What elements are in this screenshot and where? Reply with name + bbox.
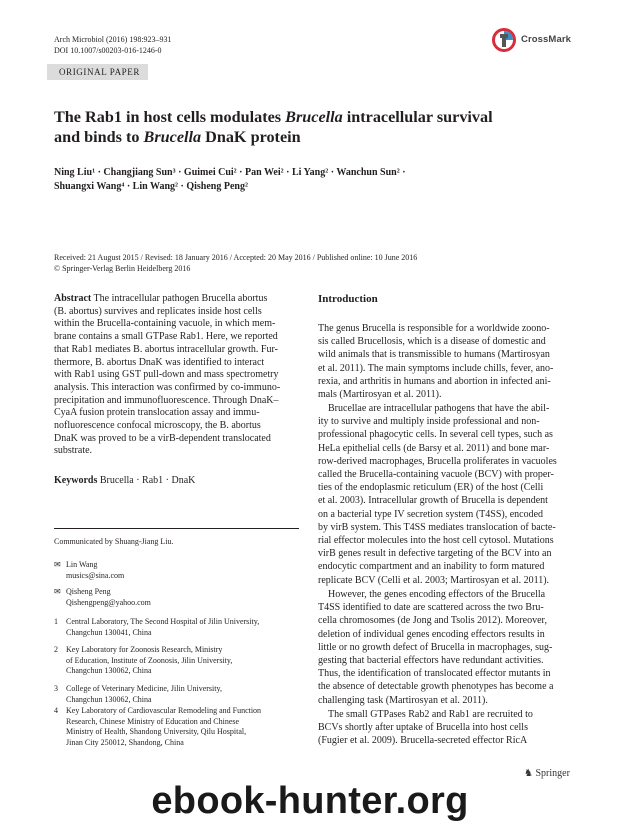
text-line: sis called Brucellosis, which is a disease of domestic and [318, 336, 546, 348]
abstract-line: within the Brucella-containing vacuole, in which mem- [54, 318, 276, 330]
text-line: endocytic compartment and an inability to form matured [318, 561, 545, 573]
author-line: Shuangxi Wang⁴ · Lin Wang² · Qisheng Peng² [54, 181, 248, 192]
keywords-label: Keywords [54, 475, 98, 486]
crossmark-badge[interactable] [491, 27, 577, 53]
envelope-icon: ✉ [54, 587, 61, 596]
footnote-divider [54, 528, 299, 529]
abstract-line: The intracellular pathogen Brucella abortus [91, 293, 268, 304]
text-line: rial effector molecules into the host cell cytosol. Mutations [318, 535, 554, 547]
affiliation-number: 2 [54, 645, 58, 654]
text-line: (Fugier et al. 2009). Brucella-secreted effector RicA [318, 735, 528, 747]
intro-paragraph [318, 322, 566, 401]
title-text: intracellular survival [342, 108, 493, 126]
envelope-icon: ✉ [54, 560, 61, 569]
affiliation [54, 617, 299, 639]
paper-type-label: ORIGINAL PAPER [47, 64, 148, 80]
abstract-line: DnaK was proved to be a virB-dependent translocated [54, 432, 271, 444]
communicated-by: Communicated by Shuang-Jiang Liu. [54, 537, 174, 546]
affiliation-number: 3 [54, 684, 58, 693]
text-line: professional phagocytic cells. In several cell types, such as [318, 429, 553, 441]
affiliation-line: of Education, Institute of Zoonosis, Jilin University, [66, 655, 233, 665]
intro-paragraph [318, 708, 566, 748]
text-line: ity to survive and multiply inside professional and non- [318, 416, 540, 428]
affiliation-line: Changchun 130062, China [66, 694, 152, 704]
abstract-line: with Rab1 using GST pull-down and mass spectrometry [54, 369, 279, 381]
title-text: and binds to [54, 127, 144, 146]
text-line: However, the genes encoding effectors of the Brucella [328, 589, 546, 600]
text-line: et al. 2003). Intracellular growth of Brucella is dependent [318, 495, 548, 507]
contact-name: Qisheng Peng [66, 587, 111, 596]
affiliation-line: College of Veterinary Medicine, Jilin University, [66, 684, 222, 693]
author-list [54, 166, 514, 194]
springer-horse-icon: ♞ [524, 768, 536, 779]
abstract-line: precipitation and immunofluorescence. Through DnaK– [54, 394, 279, 406]
text-line: ties of the endoplasmic reticulum (ER) of the host (Celli [318, 482, 544, 494]
crossmark-icon [491, 27, 517, 53]
text-line: gesting that bacterial effectors have redundant activities. [318, 655, 544, 667]
text-line: BCVs shortly after uptake of Brucella into host cells [318, 722, 528, 734]
affiliation-line: Key Laboratory for Zoonosis Research, Ministry [66, 645, 223, 654]
contact-email[interactable]: musics@sina.com [66, 570, 125, 580]
text-line: mals (Martirosyan et al. 2011). [318, 389, 442, 401]
text-line: replicate BCV (Celli et al. 2003; Martirosyan et al. 2011). [318, 574, 550, 586]
abstract-line: analysis. This interaction was confirmed by co-immuno- [54, 381, 281, 393]
contact-entry [54, 560, 299, 582]
text-line: HeLa epithelial cells (de Barsy et al. 2011) and bone mar- [318, 442, 550, 454]
copyright: © Springer-Verlag Berlin Heidelberg 2016 [54, 264, 191, 273]
abstract [54, 293, 299, 458]
text-line: T4SS identified to date are scattered across the two Bru- [318, 602, 544, 614]
abstract-line: nofluorescence confocal microscopy, the B. abortus [54, 420, 261, 432]
affiliation-line: Research, Chinese Ministry of Education and Chinese [66, 716, 240, 726]
text-line: Thus, the identification of translocated effector mutants in [318, 668, 551, 680]
title-text: DnaK protein [201, 127, 301, 146]
crossmark-label: CrossMark [521, 34, 572, 45]
affiliation-line: Jinan City 250012, Shandong, China [66, 737, 184, 747]
contact-entry [54, 587, 299, 609]
text-line: by virB system. This T4SS mediates translocation of bacte- [318, 521, 556, 533]
doi[interactable]: DOI 10.1007/s00203-016-1246-0 [54, 46, 162, 55]
abstract-line: thermore, B. abortus DnaK was identified to interact [54, 356, 265, 368]
abstract-line: substrate. [54, 445, 93, 457]
author-line: Ning Liu¹ · Changjiang Sun³ · Guimei Cui² · Pan Wei² · Li Yang² · Wanchun Sun² · [54, 167, 406, 178]
contact-email[interactable]: Qishengpeng@yahoo.com [66, 597, 151, 607]
affiliation-number: 1 [54, 617, 58, 626]
text-line: row-derived macrophages, Brucella proliferates in vacuoles [318, 455, 557, 467]
text-line: wild animals that is transmissible to humans (Martirosyan [318, 349, 550, 361]
affiliation [54, 684, 299, 706]
text-line: rexia, and arthritis in humans and abortion in infected ani- [318, 375, 551, 387]
affiliation [54, 706, 299, 750]
text-line: little or no growth defect of Brucella in macrophages, sug- [318, 641, 553, 653]
history-dates: Received: 21 August 2015 / Revised: 18 January 2016 / Accepted: 20 May 2016 / Published online: 10 June 2016 [54, 253, 418, 262]
abstract-line: CyaA fusion protein translocation assay and immu- [54, 407, 260, 419]
contact-name: Lin Wang [66, 560, 98, 569]
affiliation-number: 4 [54, 706, 58, 715]
abstract-line: brane contains a small GTPase Rab1. Here, we reported [54, 331, 278, 343]
title-genus: Brucella [285, 108, 343, 126]
text-line: The genus Brucella is responsible for a worldwide zoono- [318, 323, 550, 334]
text-line: et al. 2011). The main symptoms include chills, fever, ano- [318, 362, 554, 374]
intro-paragraph [318, 402, 566, 587]
affiliation-line: Key Laboratory of Cardiovascular Remodeling and Function [66, 706, 262, 715]
text-line: called the Brucella-containing vacuole (BCV) with proper- [318, 469, 554, 481]
text-line: The small GTPases Rab2 and Rab1 are recruited to [328, 709, 533, 720]
text-line: cella chromosomes (de Jong and Tsolis 2012). Moreover, [318, 615, 547, 627]
text-line: on a bacterial type IV secretion system (T4SS), encoded [318, 508, 544, 520]
article-title [54, 108, 534, 147]
keywords-text: Brucella · Rab1 · DnaK [97, 475, 196, 486]
abstract-line: that Rab1 mediates B. abortus intracellular growth. Fur- [54, 343, 278, 355]
text-line: the absence of detectable growth phenotypes has become a [318, 681, 554, 693]
publisher-logo [524, 768, 570, 779]
text-line: Brucellae are intracellular pathogens that have the abil- [328, 403, 550, 414]
text-line: virB genes result in defective targeting of the BCV into an [318, 548, 552, 560]
affiliation [54, 645, 299, 677]
abstract-label: Abstract [54, 293, 92, 304]
keywords [54, 475, 299, 486]
section-heading-introduction: Introduction [318, 293, 378, 305]
title-text: The Rab1 in host cells modulates [54, 108, 286, 126]
affiliation-line: Changchun 130062, China [66, 666, 152, 675]
affiliation-line: Ministry of Health, Shandong University, Qilu Hospital, [66, 727, 247, 736]
article-history [54, 252, 574, 274]
affiliation-line: Changchun 130041, China [66, 627, 152, 637]
affiliation-line: Central Laboratory, The Second Hospital of Jilin University, [66, 617, 260, 626]
text-line: deletion of individual genes encoding effectors results in [318, 628, 545, 640]
intro-paragraph [318, 588, 566, 707]
abstract-line: (B. abortus) survives and replicates inside host cells [54, 305, 262, 317]
publisher-name: Springer [535, 768, 570, 779]
title-genus: Brucella [143, 127, 202, 146]
journal-citation: Arch Microbiol (2016) 198:923–931 [54, 35, 172, 44]
text-line: challenging task (Martirosyan et al. 2011). [318, 694, 488, 706]
watermark: ebook-hunter.org [151, 780, 469, 822]
